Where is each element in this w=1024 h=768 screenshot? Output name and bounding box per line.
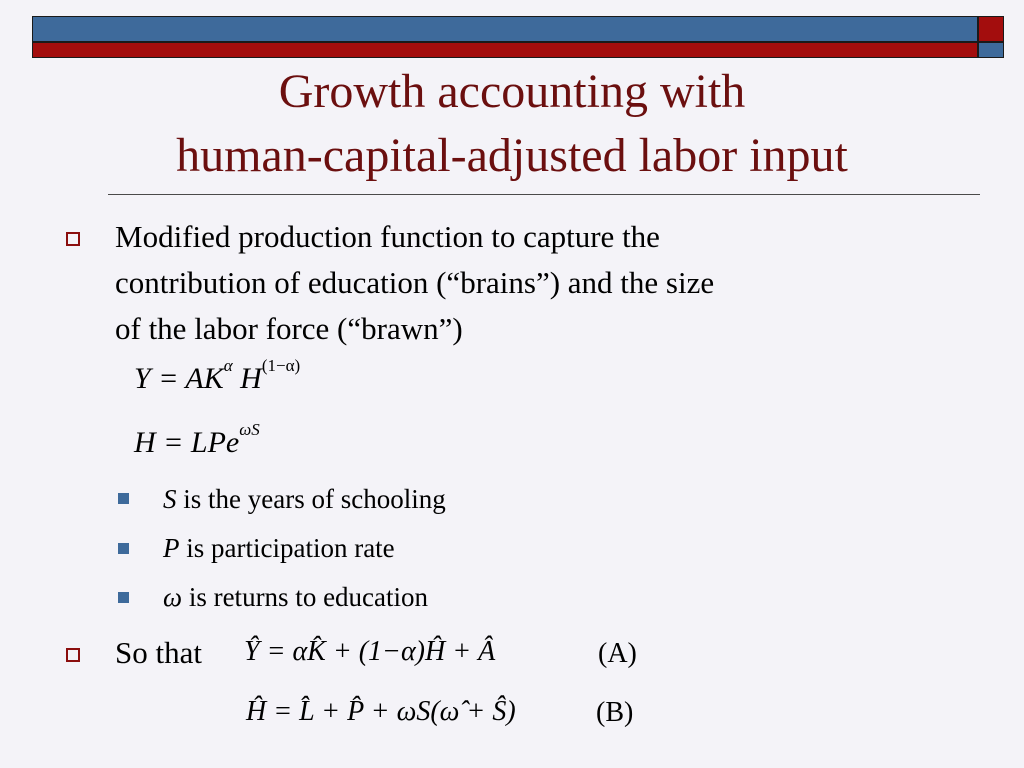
eq1-h: H: [240, 362, 262, 395]
subbullet-square-icon: [118, 592, 129, 603]
equation-a-tag: (A): [598, 638, 637, 669]
bullet-square-icon: [66, 648, 80, 662]
subbullet-square-icon: [118, 493, 129, 504]
title-line-1: Growth accounting with: [278, 65, 746, 118]
equation-a: Ŷ = αK̂ + (1−α)Ĥ + Â: [244, 636, 496, 667]
bullet-1-line-2: contribution of education (“brains”) and the size: [115, 265, 715, 300]
equation-human-capital: [134, 420, 260, 460]
subbullet-returns: [163, 580, 428, 614]
eq1-lhs: Y: [134, 362, 151, 395]
subbullet-text: is participation rate: [179, 533, 395, 563]
eq2-exponent: ωS: [239, 420, 260, 439]
bullet-1-text: [115, 214, 714, 352]
header-band-blue: [32, 16, 978, 42]
bullet-1-line-1: Modified production function to capture the: [115, 219, 660, 254]
bullet-1-line-3: of the labor force (“brawn”): [115, 311, 463, 346]
subbullet-schooling: [163, 482, 446, 516]
subbullet-square-icon: [118, 543, 129, 554]
bullet-2-lead: So that: [115, 635, 202, 670]
eq2-rhs: = LPe: [163, 426, 240, 459]
header-square-red: [978, 16, 1004, 42]
symbol-omega: ω: [163, 582, 183, 612]
eq1-rhs: = AK: [158, 362, 224, 395]
header-square-blue: [978, 42, 1004, 58]
subbullet-text: is the years of schooling: [176, 484, 446, 514]
title-line-2: human-capital-adjusted labor input: [176, 129, 848, 182]
eq1-alpha: α: [223, 356, 233, 375]
equation-production-function: [134, 356, 301, 396]
equation-b-tag: (B): [596, 697, 634, 728]
symbol-s: S: [163, 484, 177, 514]
symbol-p: P: [163, 533, 180, 563]
header-band-red: [32, 42, 978, 58]
equation-b: Ĥ = L̂ + P̂ + ωS(ω̂ + Ŝ): [246, 696, 516, 727]
subbullet-text: is returns to education: [182, 582, 429, 612]
eq1-exponent: (1−α): [261, 356, 301, 375]
eq2-lhs: H: [134, 426, 156, 459]
subbullet-participation: [163, 531, 395, 565]
bullet-square-icon: [66, 232, 80, 246]
slide-title: [0, 60, 1024, 188]
title-divider: [108, 194, 980, 195]
